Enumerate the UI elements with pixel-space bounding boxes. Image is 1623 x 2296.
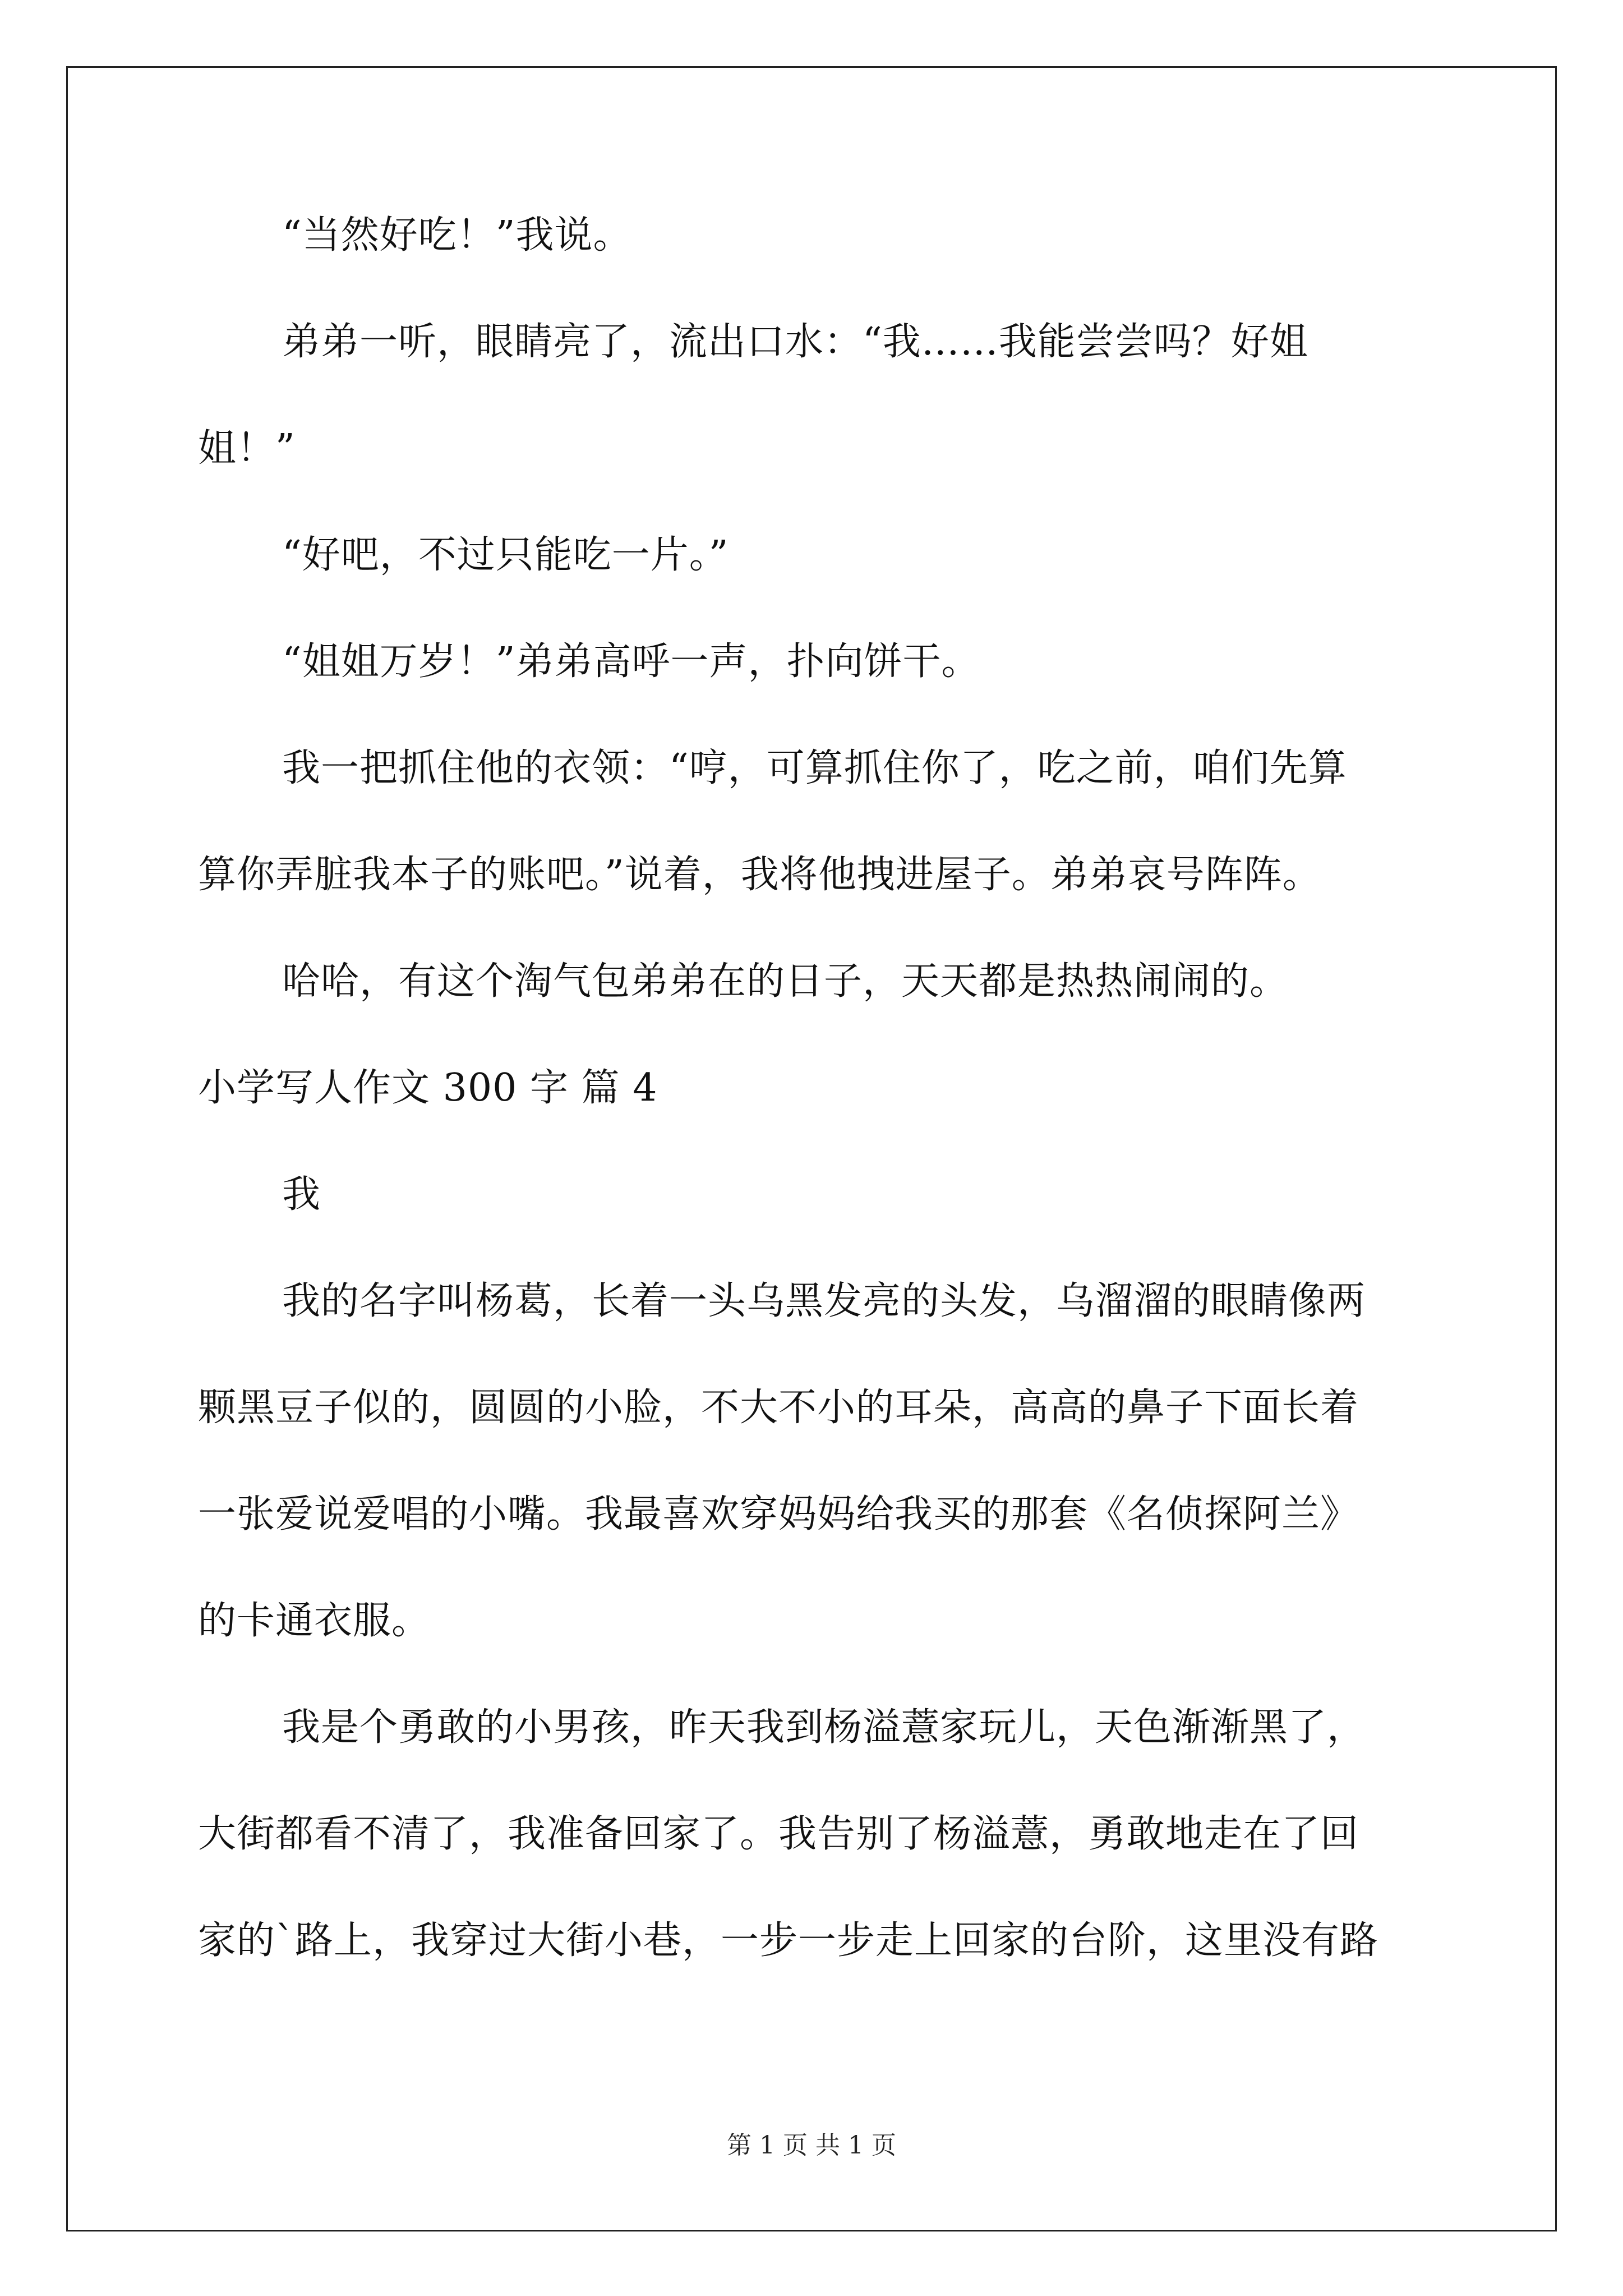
text-line: “当然好吃！”我说。 bbox=[282, 213, 632, 257]
text-line: 我一把抓住他的衣领：“哼，可算抓住你了，吃之前，咱们先算 bbox=[282, 746, 1347, 790]
text-line: 颗黑豆子似的，圆圆的小脸，不大不小的耳朵，高高的鼻子下面长着 bbox=[198, 1386, 1359, 1430]
text-line: 大街都看不清了，我准备回家了。我告别了杨溢薏，勇敢地走在了回 bbox=[198, 1812, 1359, 1856]
text-line: 家的`路上，我穿过大街小巷，一步一步走上回家的台阶，这里没有路 bbox=[198, 1918, 1379, 1963]
text-line: 姐！” bbox=[198, 426, 296, 471]
page-border bbox=[66, 66, 1557, 2231]
page-footer: 第 1 页 共 1 页 bbox=[727, 2131, 896, 2160]
text-line: “姐姐万岁！”弟弟高呼一声，扑向饼干。 bbox=[282, 639, 980, 684]
text-line: 哈哈，有这个淘气包弟弟在的日子，天天都是热热闹闹的。 bbox=[282, 959, 1289, 1004]
text-line: 一张爱说爱唱的小嘴。我最喜欢穿妈妈给我买的那套《名侦探阿兰》 bbox=[198, 1492, 1359, 1536]
text-line: 我是个勇敢的小男孩，昨天我到杨溢薏家玩儿，天色渐渐黑了， bbox=[282, 1705, 1366, 1750]
text-line: 算你弄脏我本子的账吧。”说着，我将他拽进屋子。弟弟哀号阵阵。 bbox=[198, 853, 1321, 897]
section-heading: 小学写人作文 300 字 篇 4 bbox=[198, 1066, 658, 1110]
text-line: 弟弟一听，眼睛亮了，流出口水：“我……我能尝尝吗？好姐 bbox=[282, 320, 1308, 364]
text-line: 的卡通衣服。 bbox=[198, 1599, 431, 1643]
text-line: 我的名字叫杨葛，长着一头乌黑发亮的头发，乌溜溜的眼睛像两 bbox=[282, 1279, 1366, 1323]
text-line: “好吧，不过只能吃一片。” bbox=[282, 533, 729, 577]
essay-title: 我 bbox=[282, 1172, 321, 1217]
